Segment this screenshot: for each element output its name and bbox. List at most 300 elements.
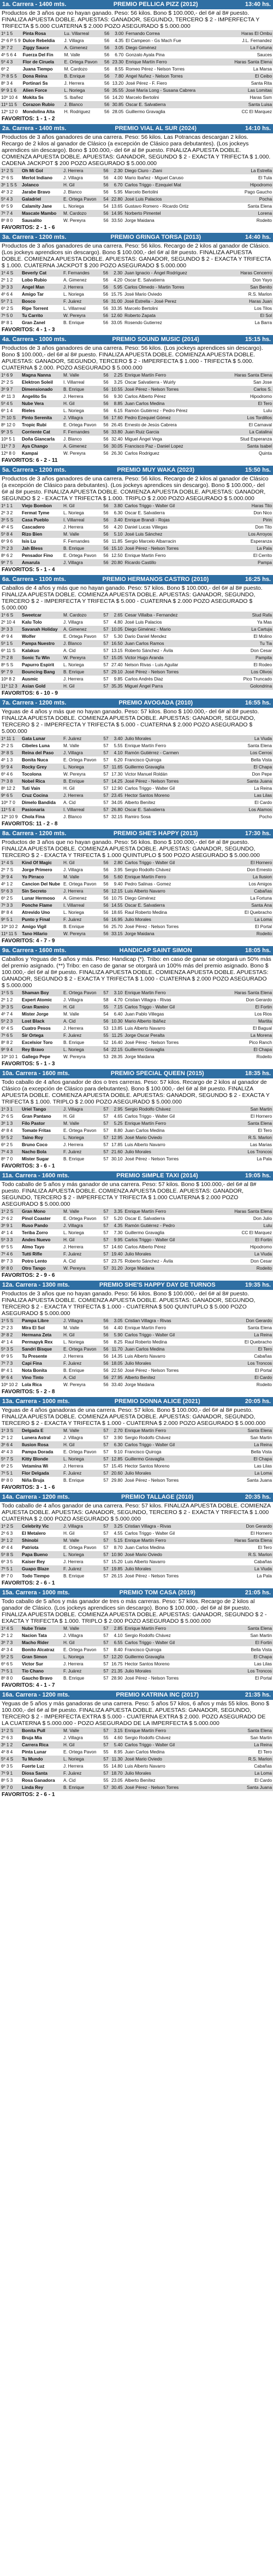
weight-cell: 54 bbox=[103, 1012, 109, 1017]
owner-cell: Pago Gaucho bbox=[244, 190, 272, 195]
table-row bbox=[0, 1653, 273, 1660]
position-cell: 3º 7 2 bbox=[1, 45, 13, 50]
weight-cell: 57 bbox=[103, 1559, 109, 1564]
jockey-cell: A. Cid bbox=[63, 648, 76, 653]
trainer-cell: Sergio Rodolfo Chávez bbox=[124, 1633, 171, 1638]
weight-cell: 56 bbox=[103, 218, 109, 223]
weight-cell: 57 bbox=[103, 1626, 109, 1631]
horse-name-cell: Bonita Nuca bbox=[22, 758, 48, 762]
weight-cell: 57 bbox=[103, 1157, 109, 1161]
jockey-cell: E. Ortega Pavon bbox=[63, 197, 97, 202]
position-cell: 9º 5 1 bbox=[1, 917, 13, 922]
position-cell: 9º 8 0 bbox=[1, 1266, 13, 1271]
odds-cell: 12.15 bbox=[111, 889, 123, 894]
table-row bbox=[0, 612, 273, 619]
odds-cell: 16.50 bbox=[111, 641, 123, 646]
position-cell: 12º 12 0 bbox=[1, 109, 18, 114]
position-cell: 11º 5 4 bbox=[1, 807, 15, 812]
position-cell: 2º 2 S bbox=[1, 743, 14, 748]
trainer-cell: Victor Hugo Aranda bbox=[124, 655, 164, 660]
jockey-cell: J. Herrera bbox=[63, 168, 84, 173]
race-time: 16:55 hs. bbox=[245, 700, 271, 706]
trainer-cell: Luis Alberto Navarro bbox=[124, 889, 165, 894]
jockey-cell: L. Noriega bbox=[63, 765, 84, 770]
odds-cell: 8.40 bbox=[114, 1647, 123, 1652]
jockey-cell: L. Noriega bbox=[63, 1047, 84, 1052]
odds-cell: 28.05 bbox=[112, 109, 124, 114]
weight-cell: 54 bbox=[103, 197, 109, 202]
trainer-cell: Roberto Zapata bbox=[124, 313, 156, 318]
trainer-cell: Julio Morales bbox=[124, 1566, 151, 1571]
odds-cell: 15.10 bbox=[111, 546, 123, 551]
horse-name-cell: Chola Fina bbox=[22, 814, 45, 819]
odds-cell: 5.55 bbox=[114, 743, 123, 748]
horse-name-cell: Hermana Zeta bbox=[22, 1333, 52, 1337]
race-header bbox=[0, 829, 273, 838]
jockey-cell: I. Villarreal bbox=[63, 903, 85, 908]
jockey-cell: B. Enrique bbox=[63, 1478, 85, 1483]
weight-cell: 56 bbox=[104, 95, 110, 100]
table-row bbox=[0, 517, 273, 524]
odds-cell: 3.35 bbox=[114, 1209, 123, 1214]
horse-name-cell: Cascadero bbox=[22, 525, 45, 530]
horse-name-cell: Bosco bbox=[22, 299, 36, 304]
race-time: 14:10 hs. bbox=[245, 125, 271, 132]
odds-cell: 31.00 bbox=[111, 299, 122, 304]
jockey-cell: L. Noriega bbox=[63, 510, 84, 515]
owner-cell: Martita bbox=[258, 1019, 272, 1024]
table-row bbox=[0, 319, 273, 326]
trainer-cell: Raul Roberto Medina bbox=[124, 1340, 167, 1345]
trainer-cell: Juan Ruiz Garcia bbox=[124, 430, 159, 435]
odds-cell: 9.10 bbox=[114, 1450, 123, 1454]
jockey-cell: J. Herrera bbox=[63, 677, 84, 682]
table-row bbox=[0, 1222, 273, 1229]
weight-cell: 56 bbox=[103, 1333, 109, 1337]
owner-cell: Rodeito bbox=[256, 1382, 272, 1387]
horse-name-cell: Gallego Pepe bbox=[22, 1054, 50, 1059]
odds-cell: 22.80 bbox=[111, 197, 123, 202]
favorites-line: FAVORITOS: 6 - 2 - 11 bbox=[2, 457, 58, 463]
table-row bbox=[0, 916, 273, 923]
jockey-cell: M. Valle bbox=[63, 743, 79, 748]
table-row bbox=[0, 372, 273, 379]
position-cell: 3º 1 S 5 bbox=[1, 183, 17, 187]
jockey-cell: W. Pereyra bbox=[63, 1382, 86, 1387]
odds-cell: 6.30 bbox=[114, 1442, 123, 1447]
weight-cell: 57 bbox=[103, 1654, 109, 1659]
trainer-cell: Daniel Lucas Villegas bbox=[124, 525, 168, 530]
horse-name-cell: Mascate Mambo bbox=[22, 211, 57, 216]
odds-cell: 8.70 bbox=[114, 1545, 123, 1550]
owner-cell: El Tero bbox=[258, 1545, 272, 1550]
position-cell: 1º 1 1 bbox=[1, 503, 13, 508]
jockey-cell: E. Ortega Pavon bbox=[63, 423, 97, 427]
weight-cell: 57 bbox=[103, 684, 109, 689]
table-row bbox=[0, 386, 273, 393]
horse-name-cell: Cancion Del Nube bbox=[22, 882, 61, 887]
position-cell: 4º 5 6 4 bbox=[1, 52, 17, 57]
race-conditions: Yeguas de 4 años y más que no hayan ganado. Peso: 57 kilos. Bono $ 100.000,- del 6# al 8# puesto. FINALIZA APUESTA DOBLE. COMIENZA APUESTA DOBLE. APUESTAS: GANADOR, SEGUNDO, TERCERO $ 2 - IMPERFECTA Y TRIFECTA $ 5.000 - CUATERNA $ 2.000 POZO ASEGURADO $ 5.000.000 bbox=[2, 708, 259, 735]
jockey-cell: J. Herrera bbox=[63, 1354, 84, 1359]
weight-cell: 57 bbox=[103, 1566, 109, 1571]
owner-cell: Rodeito bbox=[256, 1266, 272, 1271]
odds-cell: 21.60 bbox=[111, 1149, 123, 1154]
jockey-cell: J. Villagra bbox=[63, 1735, 83, 1740]
jockey-cell: F. Fernandes bbox=[63, 430, 90, 435]
horse-name-cell: Victor Sur bbox=[22, 1662, 43, 1667]
position-cell: 3º 3 3 bbox=[1, 627, 13, 632]
trainer-cell: Enrique Martín Ferro bbox=[124, 1626, 167, 1631]
race-section bbox=[0, 124, 273, 233]
jockey-cell: M. Valle bbox=[63, 875, 79, 879]
jockey-cell: Lu. Villarreal bbox=[64, 31, 89, 36]
jockey-cell: J. Villagra bbox=[63, 997, 83, 1002]
jockey-cell: H. Gil bbox=[63, 786, 75, 791]
trainer-cell: Cristian Villagra - Rivas bbox=[124, 1318, 171, 1323]
race-number: 2a. Carrera - 1400 mts. bbox=[2, 125, 67, 132]
jockey-cell: I. Villarreal bbox=[63, 380, 85, 385]
horse-name-cell: Nube Triste bbox=[22, 1626, 46, 1631]
weight-cell: 56 bbox=[103, 1019, 109, 1024]
jockey-cell: E. Ortega Pavon bbox=[63, 882, 97, 887]
horse-name-cell: Teriba Zorro bbox=[22, 1230, 48, 1235]
odds-cell: 2.65 bbox=[114, 613, 123, 618]
owner-cell: Los Arroyos bbox=[248, 532, 272, 537]
table-row bbox=[0, 989, 273, 996]
jockey-cell: B. Enrique bbox=[63, 1574, 85, 1579]
race-number: 10a. Carrera - 1600 mts. bbox=[2, 1070, 70, 1077]
horse-name-cell: Flor de Ciruela bbox=[22, 60, 54, 64]
trainer-cell: Mario Alberto Ibáñez bbox=[124, 1019, 166, 1024]
horse-name-cell: Beverly Cat bbox=[22, 271, 47, 275]
horse-name-cell: Galadriel bbox=[22, 197, 41, 202]
results-table bbox=[0, 612, 273, 690]
position-cell: 11º 11 5 bbox=[1, 931, 17, 936]
weight-cell: 55 bbox=[103, 1778, 109, 1783]
jockey-cell: A. Gimenez bbox=[63, 627, 87, 632]
jockey-cell: J. Villagra bbox=[63, 1633, 83, 1638]
trainer-cell: José Pérez - Nelson Torres bbox=[124, 1157, 179, 1161]
race-title: PREMIO SPECIAL QUEEN (2015) bbox=[110, 1070, 204, 1077]
table-row bbox=[0, 80, 273, 87]
weight-cell: 57 bbox=[103, 1785, 109, 1790]
owner-cell: San Benito bbox=[250, 285, 272, 290]
horse-name-cell: Nota Bonita bbox=[22, 1368, 47, 1373]
horse-name-cell: Dimelo Bandida bbox=[22, 800, 56, 805]
table-row bbox=[0, 756, 273, 764]
race-header bbox=[0, 946, 273, 955]
odds-cell: 5.10 bbox=[114, 532, 123, 537]
odds-cell: 8.85 bbox=[114, 401, 123, 406]
position-cell: 9º 6 4 bbox=[1, 1375, 13, 1380]
table-row bbox=[0, 1155, 273, 1163]
position-cell: 5º 8 S bbox=[1, 1552, 14, 1557]
odds-cell: 2.95 bbox=[114, 1107, 123, 1112]
table-row bbox=[0, 1032, 273, 1039]
weight-cell: 57 bbox=[103, 613, 109, 618]
trainer-cell: Enrique Brandi - Rojas bbox=[124, 518, 170, 523]
trainer-cell: Diego Giménez - Mario bbox=[124, 627, 171, 632]
jockey-cell: I. Villarreal bbox=[63, 807, 85, 812]
weight-cell: 57 bbox=[103, 1728, 109, 1733]
race-section bbox=[0, 829, 273, 946]
jockey-cell: E. Ortega Pavon bbox=[63, 634, 97, 639]
jockey-cell: L. Noriega bbox=[63, 1230, 84, 1235]
trainer-cell: Alberto Benítez bbox=[124, 1778, 156, 1783]
horse-name-cell: Niña Bruja bbox=[22, 1478, 44, 1483]
trainer-cell: Julio Morales bbox=[124, 1252, 151, 1257]
owner-cell: Golondrina bbox=[250, 684, 272, 689]
position-cell: 3º 6 4 bbox=[1, 1442, 13, 1447]
odds-cell: 5.30 bbox=[114, 634, 123, 639]
odds-cell: 5.95 bbox=[114, 285, 122, 290]
horse-name-cell: Fuerte Luz bbox=[22, 1764, 45, 1769]
horse-name-cell: Cuatro Pesos bbox=[22, 1026, 51, 1031]
trainer-cell: Pedro Ezequiel Gómez bbox=[124, 415, 171, 420]
owner-cell: La Reina bbox=[254, 786, 272, 791]
odds-cell: 25.70 bbox=[111, 924, 123, 929]
trainer-cell: José Pérez - Nelson Torres bbox=[124, 1574, 179, 1579]
race-conditions: Caballos y Yeguas de 5 años y más. Peso: Handicap (*). Tribo: en caso de ganar se otorgará un 50% más del premio asignado. (**) Tribo: en caso de ganar se otorgará un 100% más del premio asignado. Bono $ 100.000,- del 6# al 8# puesto. FINALIZA APUESTA DOBLE. COMIENZA APUESTA DOBLE. APUESTAS: GANADOR, SEGUNDO $ 2 - EXACTA Y TRIFECTA $ 1.000 - CUATERNA $ 2.000 POZO ASEGURADO $ 5.000.000 bbox=[2, 956, 271, 989]
odds-cell: 11.25 bbox=[111, 1033, 123, 1038]
table-row bbox=[0, 1477, 273, 1484]
odds-cell: 10.75 bbox=[111, 896, 123, 901]
position-cell: 8º 12 2 bbox=[1, 786, 15, 791]
horse-name-cell: Excelsior Toro bbox=[22, 1040, 53, 1045]
owner-cell: Los Amigos bbox=[248, 882, 272, 887]
odds-cell: 4.35 bbox=[114, 1223, 123, 1228]
position-cell: 4º 4 4 bbox=[1, 1545, 13, 1550]
owner-cell: Don Tito bbox=[255, 525, 272, 530]
race-header bbox=[0, 1281, 273, 1290]
weight-cell: 56 bbox=[103, 889, 109, 894]
trainer-cell: Gustavo Romero - Ricardo Ortiz bbox=[124, 204, 189, 209]
weight-cell: 56 bbox=[103, 1361, 109, 1366]
table-row bbox=[0, 1470, 273, 1477]
results-table bbox=[0, 989, 273, 1060]
owner-cell: Los Olivos bbox=[251, 670, 272, 674]
trainer-cell: Carlos Triggo - Walter Gil bbox=[124, 1640, 175, 1645]
jockey-cell: E. Ortega Pavon bbox=[63, 758, 97, 762]
table-row bbox=[0, 866, 273, 873]
position-cell: 4º 4 3 bbox=[1, 1450, 13, 1454]
horse-name-cell: Kalu Tolo bbox=[22, 620, 42, 625]
jockey-cell: H. Gil bbox=[63, 503, 75, 508]
jockey-cell: H. Rodriguez bbox=[64, 109, 91, 114]
horse-name-cell: Fuerza Del Fin bbox=[22, 52, 54, 57]
race-time: 19:05 hs. bbox=[245, 1172, 271, 1179]
table-row bbox=[0, 1018, 273, 1025]
weight-cell: 57 bbox=[103, 662, 109, 667]
race-conditions: Yeguas de 4 años ganadoras de una carrera. Peso: 57 kilos. Bono $ 100.000,- del 6# al 8# puesto. FINALIZA APUESTA DOBLE. COMIENZA APUESTA DOBLE. APUESTAS: GANADOR, SEGUNDO, TERCERO $ 2 - EXACTA Y TRIFECTA $ 1.000 - CUATERNA $ 2.000 POZO ASEGURADO $ 5.000.000 bbox=[2, 1407, 266, 1427]
odds-cell: 15.05 bbox=[111, 655, 123, 660]
owner-cell: La Barra bbox=[254, 320, 272, 325]
table-row bbox=[0, 305, 273, 312]
jockey-cell: M. Valle bbox=[64, 52, 80, 57]
odds-cell: 17.30 bbox=[111, 772, 123, 777]
jockey-cell: S. Ibañez bbox=[64, 95, 84, 100]
trainer-cell: Luis Alberto Navarro bbox=[124, 1026, 165, 1031]
owner-cell: Las Marias bbox=[250, 1142, 272, 1147]
position-cell: 9º 7 5 bbox=[1, 560, 13, 565]
position-cell: 5º 1 5 bbox=[1, 641, 13, 646]
position-cell: 5º 4 3 bbox=[1, 197, 13, 202]
table-row bbox=[0, 298, 273, 305]
trainer-cell: Guillermo Gravaglia bbox=[124, 1457, 164, 1462]
table-row bbox=[0, 559, 273, 566]
table-row bbox=[0, 626, 273, 633]
trainer-cell: Carlos Triggo - Walter Gil bbox=[124, 503, 175, 508]
owner-cell: Don Pepe bbox=[252, 772, 272, 777]
jockey-cell: F. Juárez bbox=[63, 1361, 82, 1366]
trainer-cell: Guillermo Gravaglia bbox=[126, 109, 165, 114]
table-row bbox=[0, 1441, 273, 1448]
position-cell: 2º 6 P 5 9 bbox=[1, 38, 21, 43]
odds-cell: 22.50 bbox=[111, 1368, 123, 1373]
owner-cell: El Tero bbox=[258, 1750, 272, 1755]
odds-cell: 16.95 bbox=[111, 917, 123, 922]
horse-name-cell: Sir Ortega bbox=[22, 1033, 44, 1038]
trainer-cell: Francisco Quiroga bbox=[124, 1450, 162, 1454]
table-row bbox=[0, 167, 273, 174]
horse-name-cell: Mister Sugar bbox=[22, 1157, 49, 1161]
weight-cell: 57 bbox=[103, 1128, 109, 1133]
odds-cell: 4.70 bbox=[114, 997, 123, 1002]
odds-cell: 17.85 bbox=[111, 1142, 123, 1147]
trainer-cell: Fernando Correa bbox=[126, 31, 160, 36]
weight-cell: 57 bbox=[103, 1647, 109, 1652]
jockey-cell: W. Pereyra bbox=[63, 1266, 86, 1271]
trainer-cell: Jorge Maidana bbox=[124, 1382, 155, 1387]
owner-cell: Haras Santa Elena bbox=[234, 60, 272, 64]
weight-cell: 56 bbox=[103, 320, 108, 325]
odds-cell: 17.60 bbox=[111, 415, 123, 420]
table-row bbox=[0, 1434, 273, 1441]
trainer-cell: Carlos Triggo - Walter Gil bbox=[124, 786, 175, 791]
position-cell: 1º 2 S bbox=[1, 168, 14, 173]
owner-cell: Don Yayo bbox=[252, 278, 272, 283]
position-cell: 2º 1 2 bbox=[1, 278, 13, 283]
horse-name-cell: Sandri Bisque bbox=[22, 1347, 52, 1352]
weight-cell: 56 bbox=[103, 560, 109, 565]
owner-cell: El Chapa bbox=[253, 1047, 272, 1052]
table-row bbox=[0, 509, 273, 517]
table-row bbox=[0, 538, 273, 545]
position-cell: 5º 2 3 bbox=[1, 1019, 13, 1024]
race-conditions: Todo caballo de 5 años y más ganador de tres o más carreras. Peso: 57 kilos. Recargo de 2 kilos al ganador de Clásico. (Los jockeys aprendices sin descargo). Bono $ 100.000,- del 6# al 8# puesto. FINALIZA APUESTA DOBLE. COMIENZA APUESTA DOBLE. APUESTAS: GANADOR, SEGUNDO $ 2 - EXACTA Y TRIFECTA $ 1.000. TRIPLO $ 2.000 POZO ASEGURADO $ 5.000.000 bbox=[2, 1598, 267, 1624]
jockey-cell: J. Herrera bbox=[63, 285, 84, 290]
position-cell: 7º 5 1 bbox=[1, 1669, 13, 1674]
position-cell: 7º 7 3 bbox=[1, 1361, 13, 1366]
position-cell: 5º 8 4 bbox=[1, 532, 13, 537]
weight-cell: 56 bbox=[104, 74, 110, 79]
trainer-cell: Juan Carlos Medina bbox=[124, 401, 165, 406]
table-row bbox=[0, 1353, 273, 1360]
position-cell: 1º 5 S bbox=[1, 990, 14, 995]
trainer-cell: Hector Santos Moreno bbox=[124, 1662, 170, 1667]
position-cell: 4º 1 4 bbox=[1, 1340, 13, 1345]
race-conditions: Productos de 3 años que no hayan ganado. Peso: 56 kilos. Bono $ 100.000,- del 6# al 8# puesto. FINALIZA APUESTA DOBLE. COMIENZA APUESTA DOBLE. APUESTAS: GANADOR, SEGUNDO, TERCERO $ 2 - EXACTA Y TRIFECTA $ 1.000 QUINTUPLO $ 500 POZO ASEGURADO $ 5.000.000 bbox=[2, 839, 260, 859]
weight-cell: 57 bbox=[103, 641, 109, 646]
position-cell: 10º 5 1 bbox=[1, 437, 15, 442]
owner-cell: Los Troncos bbox=[247, 1149, 272, 1154]
position-cell: 9º 7 9 bbox=[1, 670, 13, 674]
owner-cell: El Portal bbox=[255, 1368, 272, 1373]
trainer-cell: Oscar E. Salvatierra bbox=[124, 278, 165, 283]
horse-name-cell: Viejo Bombon bbox=[22, 503, 52, 508]
odds-cell: 22.15 bbox=[111, 1047, 123, 1052]
trainer-cell: Dario Daniel Mendez bbox=[124, 634, 167, 639]
position-cell: 2º 10 4 bbox=[1, 620, 15, 625]
position-cell: 2º 1 2 bbox=[1, 1633, 13, 1638]
owner-cell: Pico Ranch bbox=[249, 1040, 272, 1045]
weight-cell: 57 bbox=[103, 1640, 109, 1645]
race-number: 9a. Carrera - 1600 mts. bbox=[2, 947, 67, 954]
jockey-cell: E. Ortega Pavon bbox=[63, 1347, 97, 1352]
table-row bbox=[0, 785, 273, 792]
table-row bbox=[0, 902, 273, 909]
weight-cell: 57 bbox=[103, 1428, 109, 1433]
table-row bbox=[0, 545, 273, 552]
trainer-cell: Luis Alberto Navarro bbox=[124, 1354, 165, 1359]
table-row bbox=[0, 66, 273, 73]
owner-cell: Las Lilas bbox=[254, 1464, 272, 1469]
trainer-cell: Cristian Villagra - Rivas bbox=[124, 997, 171, 1002]
weight-cell: 57 bbox=[103, 750, 109, 755]
table-row bbox=[0, 1251, 273, 1258]
owner-cell: Haras Santa Elena bbox=[234, 1538, 272, 1543]
table-row bbox=[0, 531, 273, 538]
trainer-cell: Marcelo Bertolini bbox=[124, 190, 158, 195]
table-row bbox=[0, 284, 273, 291]
weight-cell: 56 bbox=[103, 415, 109, 420]
position-cell: 6º 6 5 bbox=[1, 1662, 13, 1667]
position-cell: 1º 2 S bbox=[1, 1209, 14, 1214]
weight-cell: 57 bbox=[103, 1531, 109, 1536]
weight-cell: 56 bbox=[103, 444, 109, 449]
weight-cell: 57 bbox=[103, 1471, 109, 1476]
jockey-cell: J. Herrera bbox=[64, 81, 85, 86]
weight-cell: 57 bbox=[103, 779, 109, 784]
race-number: 6a. Carrera - 1100 mts. bbox=[2, 576, 66, 583]
weight-cell: 56 bbox=[103, 168, 109, 173]
jockey-cell: F. Juárez bbox=[63, 299, 82, 304]
odds-cell: 12.90 bbox=[111, 786, 123, 791]
owner-cell: San Martin bbox=[250, 1435, 272, 1440]
position-cell: 10º 7 0 bbox=[1, 800, 15, 805]
weight-cell: 56 bbox=[103, 380, 109, 385]
odds-cell: 34.05 bbox=[111, 800, 123, 805]
odds-cell: 4.20 bbox=[114, 278, 122, 283]
position-cell: 3º 8 2 bbox=[1, 1333, 13, 1337]
position-cell: 8º 5 S bbox=[1, 662, 14, 667]
jockey-cell: H. Gil bbox=[63, 684, 75, 689]
horse-name-cell: Pampa Dorada bbox=[22, 1450, 54, 1454]
owner-cell: Haras Cencerro bbox=[240, 271, 272, 275]
owner-cell: Bella Vista bbox=[251, 758, 272, 762]
owner-cell: Rodeito bbox=[256, 218, 272, 223]
table-row bbox=[0, 1141, 273, 1148]
horse-name-cell: Dimensionado bbox=[22, 387, 53, 392]
horse-name-cell: Papa Bueno bbox=[22, 1552, 48, 1557]
horse-name-cell: Gran Ramiro bbox=[22, 1005, 49, 1010]
weight-cell: 57 bbox=[103, 793, 109, 798]
favorites-line: FAVORITOS: 2 - 1 - 6 bbox=[2, 225, 55, 231]
trainer-cell: Miguel Ángel Vega bbox=[124, 437, 162, 442]
position-cell: 8º 8 4 bbox=[1, 910, 13, 915]
race-number: 8a. Carrera - 1200 mts. bbox=[2, 830, 67, 837]
